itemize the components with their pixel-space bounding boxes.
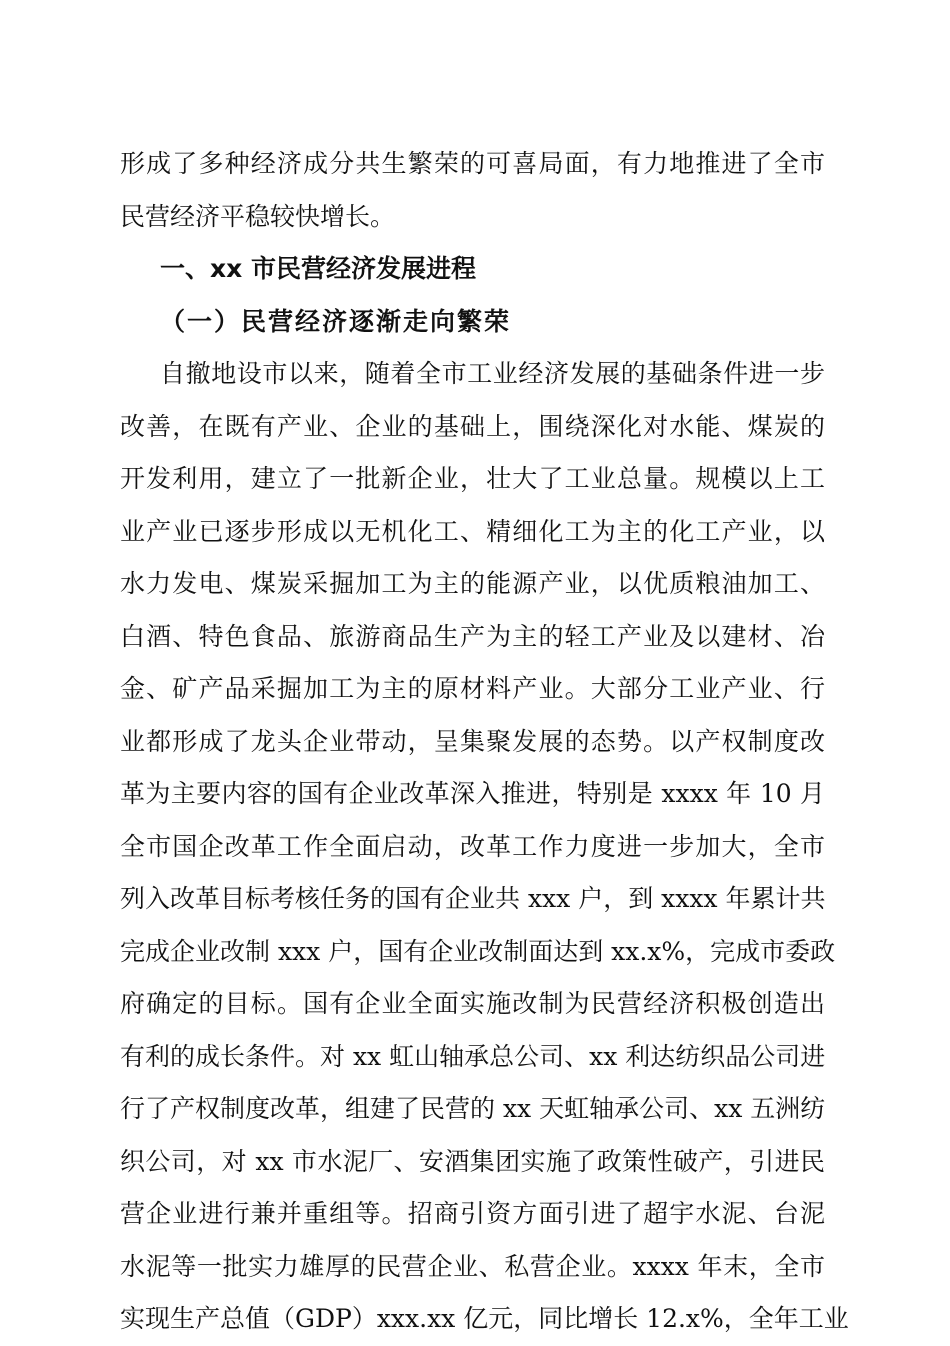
paragraph-line: 全市国企改革工作全面启动，改革工作力度进一步加大，全市: [120, 831, 825, 861]
paragraph-line: 完成企业改制 xxx 户，国有企业改制面达到 xx.x%，完成市委政: [120, 936, 836, 966]
paragraph-line: 业产业已逐步形成以无机化工、精细化工为主的化工产业，以: [120, 516, 825, 546]
subsection-heading: （一）民营经济逐渐走向繁荣: [160, 306, 512, 336]
paragraph-line: 革为主要内容的国有企业改革深入推进，特别是 xxxx 年 10 月: [120, 779, 825, 808]
paragraph-line: 营企业进行兼并重组等。招商引资方面引进了超宇水泥、台泥: [120, 1199, 825, 1228]
paragraph-line: 业都形成了龙头企业带动，呈集聚发展的态势。以产权制度改: [120, 726, 825, 756]
paragraph-line: 金、矿产品采掘加工为主的原材料产业。大部分工业产业、行: [120, 674, 825, 703]
paragraph-line: 府确定的目标。国有企业全面实施改制为民营经济积极创造出: [120, 989, 825, 1018]
paragraph-line: 改善，在既有产业、企业的基础上，围绕深化对水能、煤炭的: [120, 411, 825, 441]
paragraph-line: 开发利用，建立了一批新企业，壮大了工业总量。规模以上工: [120, 464, 825, 493]
paragraph-line: 行了产权制度改革，组建了民营的 xx 天虹轴承公司、xx 五洲纺: [120, 1094, 826, 1123]
paragraph-line: 有利的成长条件。对 xx 虹山轴承总公司、xx 利达纺织品公司进: [120, 1041, 826, 1071]
paragraph-line: 水力发电、煤炭采掘加工为主的能源产业，以优质粮油加工、: [120, 569, 825, 598]
paragraph-line: 自撤地设市以来，随着全市工业经济发展的基础条件进一步: [160, 359, 825, 388]
paragraph-line: 列入改革目标考核任务的国有企业共 xxx 户，到 xxxx 年累计共: [120, 884, 826, 913]
paragraph-line: 白酒、特色食品、旅游商品生产为主的轻工产业及以建材、冶: [120, 621, 825, 651]
paragraph-line: 水泥等一批实力雄厚的民营企业、私营企业。xxxx 年末，全市: [120, 1251, 825, 1281]
paragraph-line: 形成了多种经济成分共生繁荣的可喜局面，有力地推进了全市: [120, 149, 825, 178]
paragraph-line: 民营经济平稳较快增长。: [120, 201, 396, 231]
section-heading: 一、xx 市民营经济发展进程: [160, 254, 476, 283]
paragraph-line: 织公司，对 xx 市水泥厂、安酒集团实施了政策性破产，引进民: [120, 1146, 825, 1176]
document-body: [120, 138, 849, 1346]
paragraph-line: 实现生产总值（GDP）xxx.xx 亿元，同比增长 12.x%，全年工业: [120, 1304, 849, 1333]
